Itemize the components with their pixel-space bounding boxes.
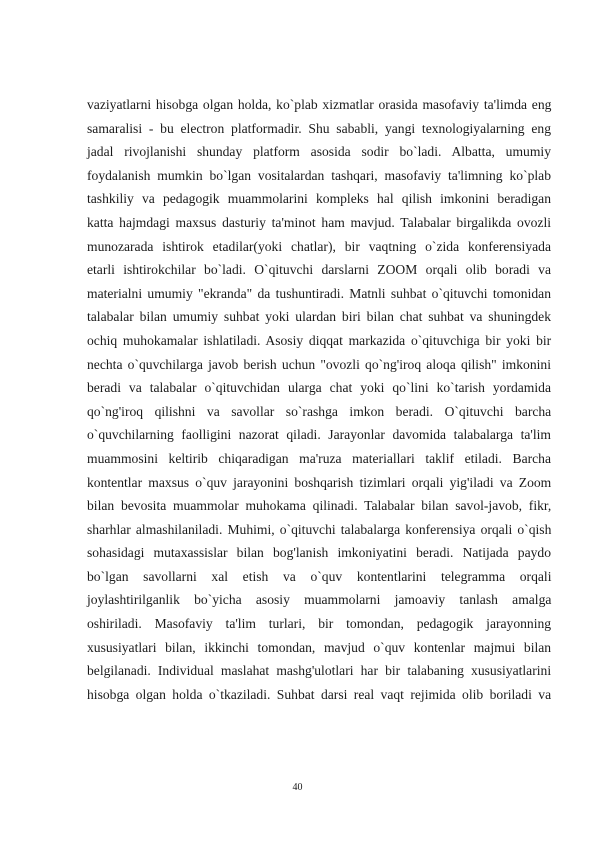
- text-line: nechta o`quvchilarga javob berish uchun "ovozli qo`ng'iroq aloqa qilish" imkonini: [87, 356, 551, 372]
- text-line: foydalanish mumkin bo`lgan vositalardan tashqari, masofaviy ta'limning ko`plab: [87, 167, 551, 183]
- text-line: oshiriladi. Masofaviy ta'lim turlari, bir tomondan, pedagogik jarayonning: [87, 616, 552, 632]
- text-line: etarli ishtirokchilar bo`ladi. O`qituvchi darslarni ZOOM orqali olib boradi va: [87, 262, 551, 278]
- page-number: 40: [292, 782, 303, 793]
- text-line: belgilanadi. Individual maslahat mashg'ulotlari har bir talabaning xususiyatlarini: [87, 663, 552, 679]
- text-line: sharhlar almashilaniladi. Muhimi, o`qituvchi talabalarga konferensiya orqali o`qish: [87, 521, 552, 537]
- text-line: munozarada ishtirok etadilar(yoki chatlar), bir vaqtning o`zida konferensiyada: [87, 238, 551, 254]
- text-line: materialni umumiy "ekranda" da tushuntiradi. Matnli suhbat o`qituvchi tomonidan: [87, 285, 551, 301]
- text-line: hisobga olgan holda o`tkaziladi. Suhbat darsi real vaqt rejimida olib boriladi va: [87, 686, 552, 702]
- text-line: jadal rivojlanishi shunday platform asosida sodir bo`ladi. Albatta, umumiy: [87, 144, 551, 160]
- text-line: samaralisi - bu electron platformadir. Shu sababli, yangi texnologiyalarning eng: [87, 120, 551, 136]
- text-line: muammosini keltirib chiqaradigan ma'ruza materiallari taklif etiladi. Barcha: [87, 450, 551, 466]
- text-line: vaziyatlarni hisobga olgan holda, ko`plab xizmatlar orasida masofaviy ta'limda eng: [87, 97, 552, 112]
- text-line: sohasidagi mutaxassislar bilan bog'lanish imkoniyatini beradi. Natijada paydo: [87, 545, 551, 561]
- text-line: katta hajmdagi maxsus dasturiy ta'minot ham mavjud. Talabalar birgalikda ovozli: [87, 214, 551, 230]
- text-line: kontentlar maxsus o`quv jarayonini boshqarish tizimlari orqali yig'iladi va Zoom: [87, 474, 552, 490]
- text-line: bo`lgan savollarni xal etish va o`quv kontentlarini telegramma orqali: [87, 568, 552, 584]
- text-line: joylashtirilganlik bo`yicha asosiy muammolarni jamoaviy tanlash amalga: [87, 592, 552, 608]
- text-line: talabalar bilan umumiy suhbat yoki ulardan biri bilan chat suhbat va shuningdek: [87, 309, 551, 325]
- text-line: tashkiliy va pedagogik muammolarini kompleks hal qilish imkonini beradigan: [87, 191, 551, 207]
- text-line: bilan bevosita muammolar muhokama qilinadi. Talabalar bilan savol-javob, fikr,: [87, 498, 552, 514]
- body-text: [87, 93, 551, 706]
- text-line: o`quvchilarning faolligini nazorat qiladi. Jarayonlar davomida talabalarga ta'lim: [87, 427, 551, 443]
- text-line: xususiyatlari bilan, ikkinchi tomondan, mavjud o`quv kontenlar majmui bilan: [87, 639, 552, 655]
- text-line: ochiq muhokamalar ishlatiladi. Asosiy diqqat markazida o`qituvchiga bir yoki bir: [87, 332, 552, 348]
- text-line: qo`ng'iroq qilishni va savollar so`rashga imkon beradi. O`qituvchi barcha: [87, 403, 552, 419]
- text-line: beradi va talabalar o`qituvchidan ularga chat yoki qo`lini ko`tarish yordamida: [87, 380, 551, 396]
